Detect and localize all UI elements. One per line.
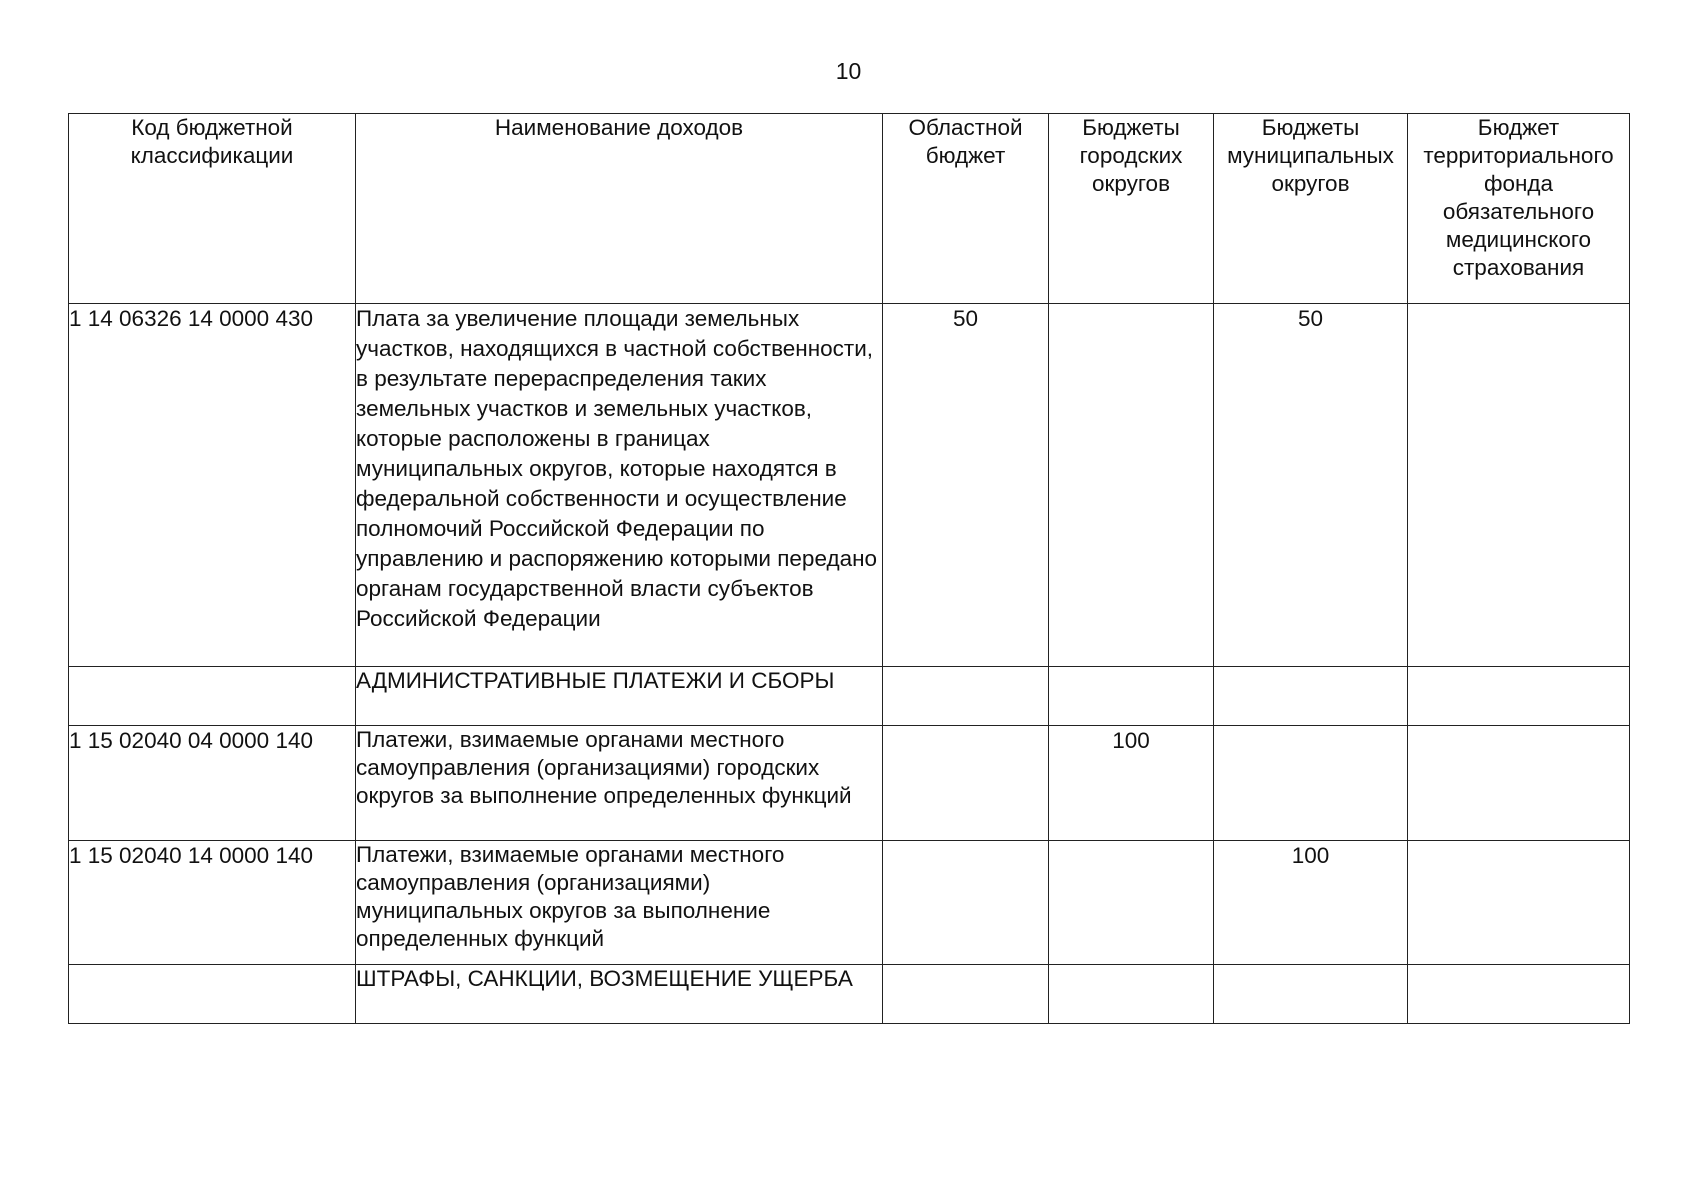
- row-fund-value: [1408, 667, 1630, 726]
- header-medical-fund-budget: Бюджет территориального фонда обязательного медицинского страхования: [1408, 114, 1630, 304]
- row-fund-value: [1408, 304, 1630, 667]
- row-city-value: [1049, 304, 1214, 667]
- row-regional-value: [883, 965, 1049, 1024]
- row-city-value: [1049, 965, 1214, 1024]
- header-municipal-budgets: Бюджеты муниципальных округов: [1214, 114, 1408, 304]
- row-fund-value: [1408, 965, 1630, 1024]
- row-municipal-value: [1214, 965, 1408, 1024]
- page-number: 10: [835, 58, 862, 84]
- table-row: [69, 667, 1630, 726]
- table-row: [69, 841, 1630, 965]
- row-regional-value: [883, 667, 1049, 726]
- row-municipal-value: [1214, 667, 1408, 726]
- row-city-value: [1049, 841, 1214, 965]
- header-regional-budget: Областной бюджет: [883, 114, 1049, 304]
- row-code: [69, 965, 356, 1024]
- row-fund-value: [1408, 726, 1630, 841]
- row-city-value: 100: [1049, 726, 1214, 841]
- row-name: Платежи, взимаемые органами местного самоуправления (организациями) городских округов за выполнение определенных функций: [356, 726, 883, 841]
- header-city-budgets: Бюджеты городских округов: [1049, 114, 1214, 304]
- table-header-row: [69, 114, 1630, 304]
- section-title: АДМИНИСТРАТИВНЫЕ ПЛАТЕЖИ И СБОРЫ: [356, 667, 883, 726]
- row-code: 1 15 02040 04 0000 140: [69, 726, 356, 841]
- row-name: Плата за увеличение площади земельных участков, находящихся в частной собственности, в результате перераспределения таких земельных участков и земельных участков, которые расположены в границах муниципальных округов, которые находятся в федеральной собственности и осуществление полномочий Российской Федерации по управлению и распоряжению которыми передано органам государственной власти субъектов Российской Федерации: [356, 304, 883, 667]
- row-city-value: [1049, 667, 1214, 726]
- table-row: [69, 304, 1630, 667]
- table-row: [69, 726, 1630, 841]
- row-municipal-value: 50: [1214, 304, 1408, 667]
- row-regional-value: [883, 726, 1049, 841]
- row-regional-value: [883, 841, 1049, 965]
- table-row: [69, 965, 1630, 1024]
- section-title: ШТРАФЫ, САНКЦИИ, ВОЗМЕЩЕНИЕ УЩЕРБА: [356, 965, 883, 1024]
- row-code: 1 15 02040 14 0000 140: [69, 841, 356, 965]
- row-code: [69, 667, 356, 726]
- header-code: Код бюджетной классификации: [69, 114, 356, 304]
- row-code: 1 14 06326 14 0000 430: [69, 304, 356, 667]
- row-name: Платежи, взимаемые органами местного самоуправления (организациями) муниципальных округов за выполнение определенных функций: [356, 841, 883, 965]
- header-name: Наименование доходов: [356, 114, 883, 304]
- budget-revenue-table: [68, 113, 1630, 1024]
- row-regional-value: 50: [883, 304, 1049, 667]
- row-fund-value: [1408, 841, 1630, 965]
- row-municipal-value: 100: [1214, 841, 1408, 965]
- row-municipal-value: [1214, 726, 1408, 841]
